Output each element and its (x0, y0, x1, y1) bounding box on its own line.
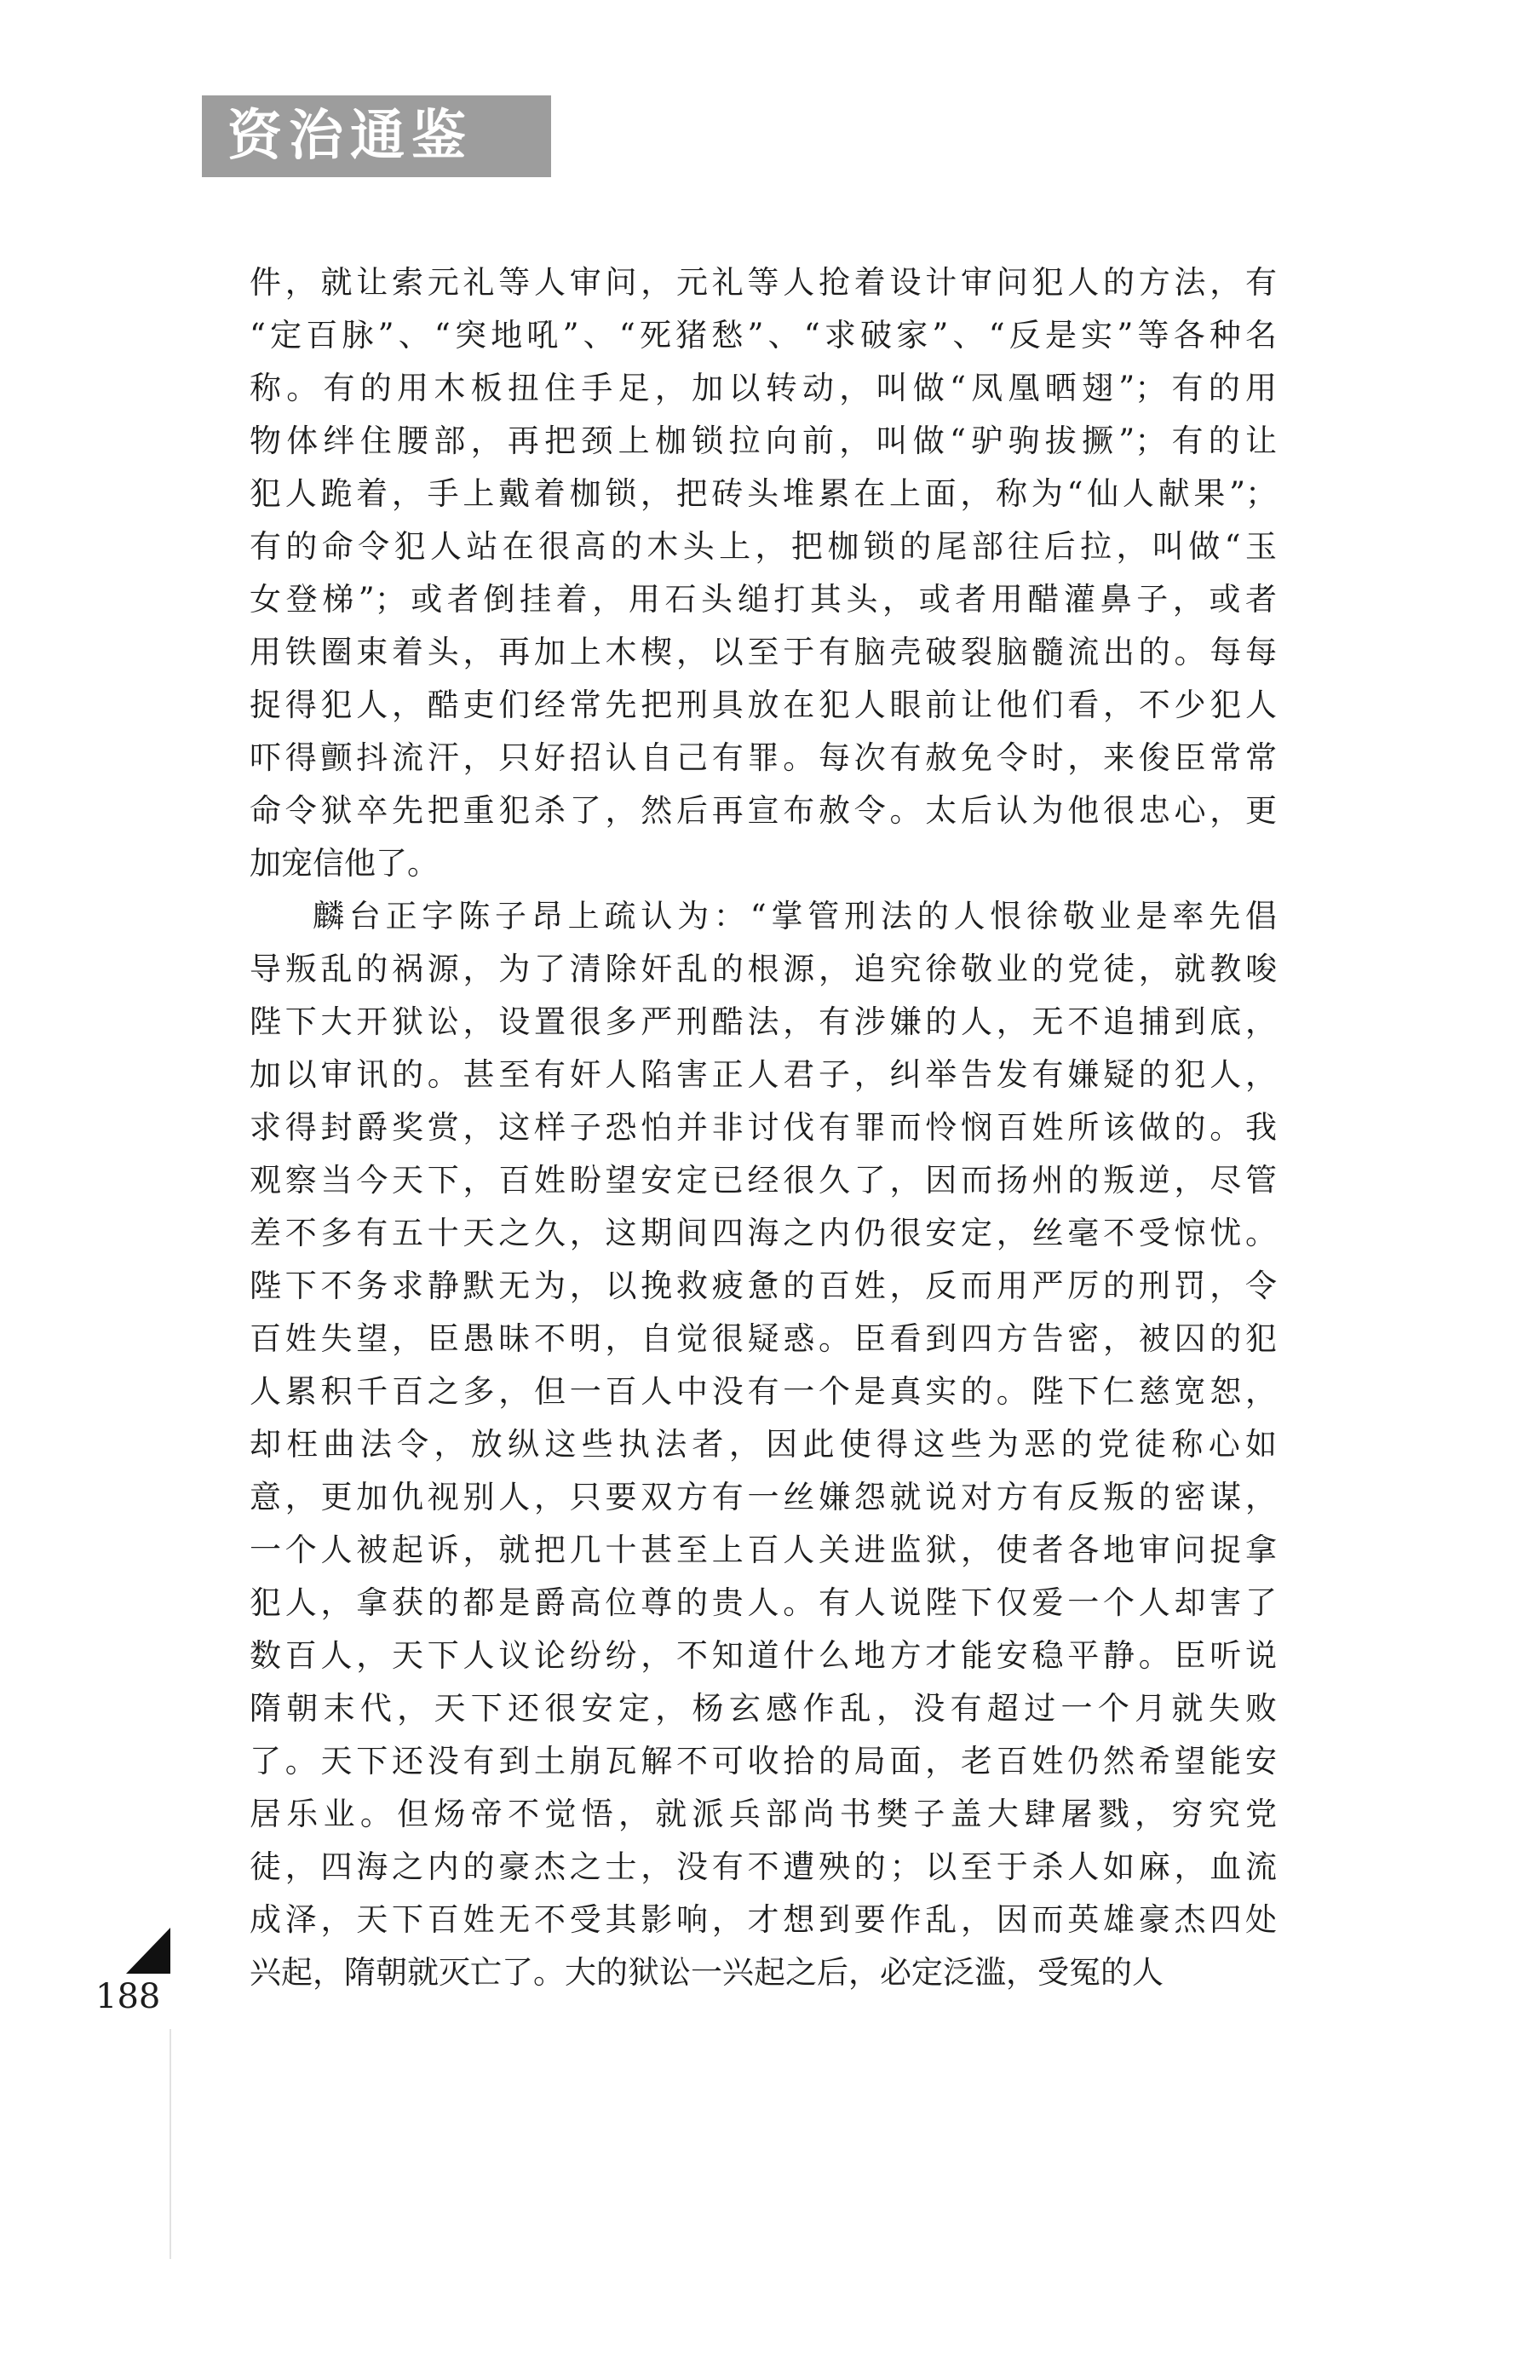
text-line: 用铁圈束着头，再加上木楔，以至于有脑壳破裂脑髓流出的。每每 (250, 634, 1277, 670)
text-line: 物体绊住腰部，再把颈上枷锁拉向前，叫做“驴驹拔撅”；有的让 (250, 423, 1277, 459)
paragraph (250, 890, 1277, 1999)
text-line: 件，就让索元礼等人审问，元礼等人抢着设计审问犯人的方法，有 (250, 264, 1277, 301)
text-line: 犯人跪着，手上戴着枷锁，把砖头堆累在上面，称为“仙人献果”； (250, 475, 1277, 512)
text-line: 成泽，天下百姓无不受其影响，才想到要作乱，因而英雄豪杰四处 (250, 1901, 1277, 1938)
page-corner-triangle (126, 1928, 170, 1974)
text-line: 徒，四海之内的豪杰之士，没有不遭殃的；以至于杀人如麻，血流 (250, 1848, 1277, 1885)
text-line: 犯人，拿获的都是爵高位尊的贵人。有人说陛下仅爱一个人却害了 (250, 1584, 1277, 1621)
text-line: 隋朝末代，天下还很安定，杨玄感作乱，没有超过一个月就失败 (250, 1690, 1277, 1727)
text-line: 女登梯”；或者倒挂着，用石头缒打其头，或者用醋灌鼻子，或者 (250, 581, 1277, 618)
page-number: 188 (95, 1977, 161, 2016)
text-line: 捉得犯人，酷吏们经常先把刑具放在犯人眼前让他们看，不少犯人 (250, 687, 1277, 723)
header-banner (202, 95, 551, 177)
text-line: 观察当今天下，百姓盼望安定已经很久了，因而扬州的叛逆，尽管 (250, 1162, 1277, 1199)
text-line: 加以审讯的。甚至有奸人陷害正人君子，纠举告发有嫌疑的犯人， (250, 1056, 1277, 1093)
text-line: 差不多有五十天之久，这期间四海之内仍很安定，丝毫不受惊忧。 (250, 1215, 1277, 1251)
paragraph (250, 256, 1277, 890)
text-line: 居乐业。但炀帝不觉悟，就派兵部尚书樊子盖大肆屠戮，穷究党 (250, 1796, 1277, 1832)
text-line: 求得封爵奖赏，这样子恐怕并非讨伐有罪而怜悯百姓所该做的。我 (250, 1109, 1277, 1146)
text-line: 兴起，隋朝就灭亡了。大的狱讼一兴起之后，必定泛滥，受冤的人 (250, 1954, 1164, 1991)
text-line: “定百脉”、“突地吼”、“死猪愁”、“求破家”、“反是实”等各种名 (250, 317, 1277, 354)
text-line: 有的命令犯人站在很高的木头上，把枷锁的尾部往后拉，叫做“玉 (250, 528, 1277, 565)
text-line: 数百人，天下人议论纷纷，不知道什么地方才能安稳平静。臣听说 (250, 1637, 1277, 1674)
text-line: 了。天下还没有到土崩瓦解不可收拾的局面，老百姓仍然希望能安 (250, 1743, 1277, 1779)
book-title: 资治通鉴 (227, 105, 473, 168)
text-line: 麟台正字陈子昂上疏认为：“掌管刑法的人恨徐敬业是率先倡 (313, 898, 1277, 934)
text-line: 吓得颤抖流汗，只好招认自己有罪。每次有赦免令时，来俊臣常常 (250, 739, 1277, 776)
margin-rule (170, 2029, 171, 2259)
text-line: 一个人被起诉，就把几十甚至上百人关进监狱，使者各地审问捉拿 (250, 1532, 1277, 1568)
text-line: 加宠信他了。 (250, 845, 439, 882)
text-line: 导叛乱的祸源，为了清除奸乱的根源，追究徐敬业的党徒，就教唆 (250, 951, 1277, 987)
text-line: 陛下大开狱讼，设置很多严刑酷法，有涉嫌的人，无不追捕到底， (250, 1003, 1277, 1040)
body-text (250, 256, 1277, 1999)
text-line: 命令狱卒先把重犯杀了，然后再宣布赦令。太后认为他很忠心，更 (250, 792, 1277, 829)
text-line: 陛下不务求静默无为，以挽救疲惫的百姓，反而用严厉的刑罚，令 (250, 1268, 1277, 1304)
text-line: 意，更加仇视别人，只要双方有一丝嫌怨就说对方有反叛的密谋， (250, 1479, 1277, 1515)
text-line: 称。有的用木板扭住手足，加以转动，叫做“凤凰晒翅”；有的用 (250, 370, 1277, 406)
text-line: 人累积千百之多，但一百人中没有一个是真实的。陛下仁慈宽恕， (250, 1373, 1277, 1410)
text-line: 百姓失望，臣愚昧不明，自觉很疑惑。臣看到四方告密，被囚的犯 (250, 1320, 1277, 1357)
text-line: 却枉曲法令，放纵这些执法者，因此使得这些为恶的党徒称心如 (250, 1426, 1277, 1463)
